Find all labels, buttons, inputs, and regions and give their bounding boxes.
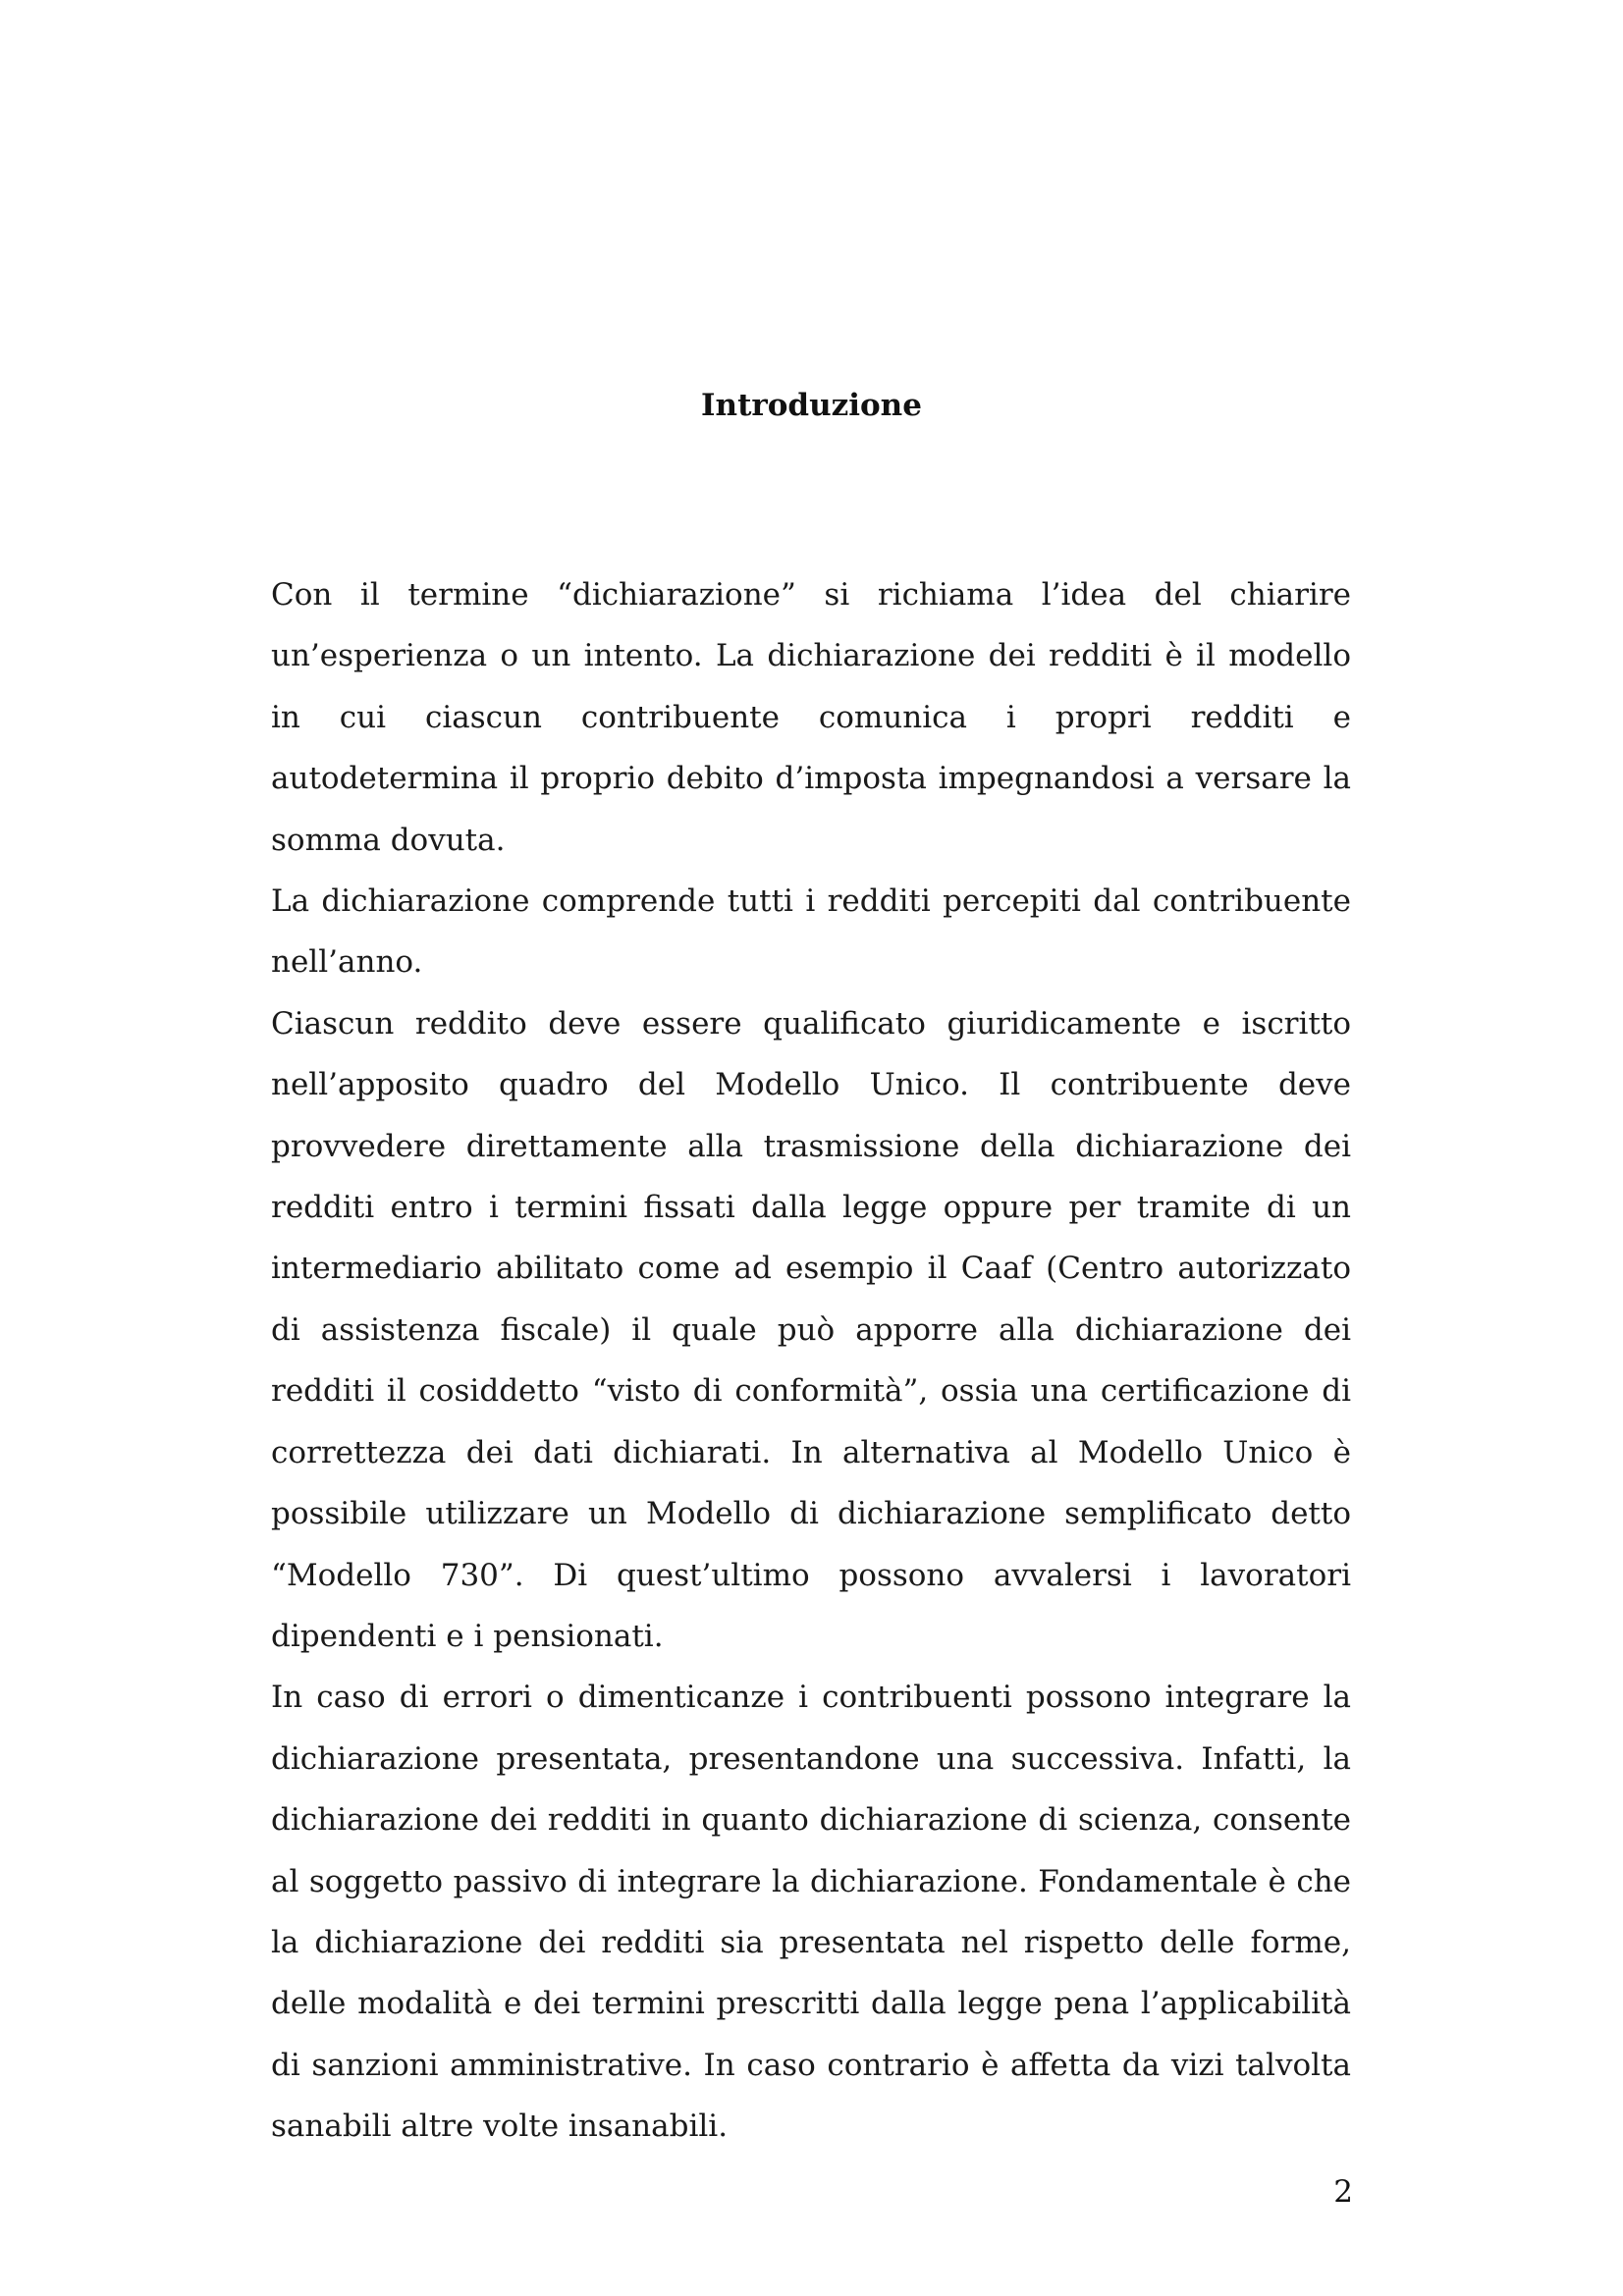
page-title: Introduzione <box>701 388 922 423</box>
paragraph-2: La dichiarazione comprende tutti i redditi percepiti dal contribuente nell’anno. <box>271 883 1351 981</box>
paragraph-3: Ciascun reddito deve essere qualificato giuridicamente e iscritto nell’apposito quadro del Modello Unico. Il contribuente deve provvedere direttamente alla trasmissione della dichiarazione dei redditi entro i termini fissati dalla legge oppure per tramite di un intermediario abilitato come ad esempio il Caaf (Centro autorizzato di assistenza fiscale) il quale può apporre alla dichiarazione dei redditi il cosiddetto “visto di conformità”, ossia una certificazione di correttezza dei dati dichiarati. In alternativa al Modello Unico è possibile utilizzare un Modello di dichiarazione semplificato detto “Modello 730”. Di quest’ultimo possono avvalersi i lavoratori dipendenti e i pensionati. <box>271 1005 1351 1654</box>
body-text <box>271 564 1351 2158</box>
paragraph-1: Con il termine “dichiarazione” si richiama l’idea del chiarire un’esperienza o un intento. La dichiarazione dei redditi è il modello in cui ciascun contribuente comunica i propri redditi e autodetermina il proprio debito d’imposta impegnandosi a versare la somma dovuta. <box>271 577 1351 858</box>
page-number: 2 <box>1333 2174 1353 2210</box>
paragraph-4: In caso di errori o dimenticanze i contribuenti possono integrare la dichiarazione presentata, presentandone una successiva. Infatti, la dichiarazione dei redditi in quanto dichiarazione di scienza, consente al soggetto passivo di integrare la dichiarazione. Fondamentale è che la dichiarazione dei redditi sia presentata nel rispetto delle forme, delle modalità e dei termini prescritti dalla legge pena l’applicabilità di sanzioni amministrative. In caso contrario è affetta da vizi talvolta sanabili altre volte insanabili. <box>271 1680 1351 2145</box>
